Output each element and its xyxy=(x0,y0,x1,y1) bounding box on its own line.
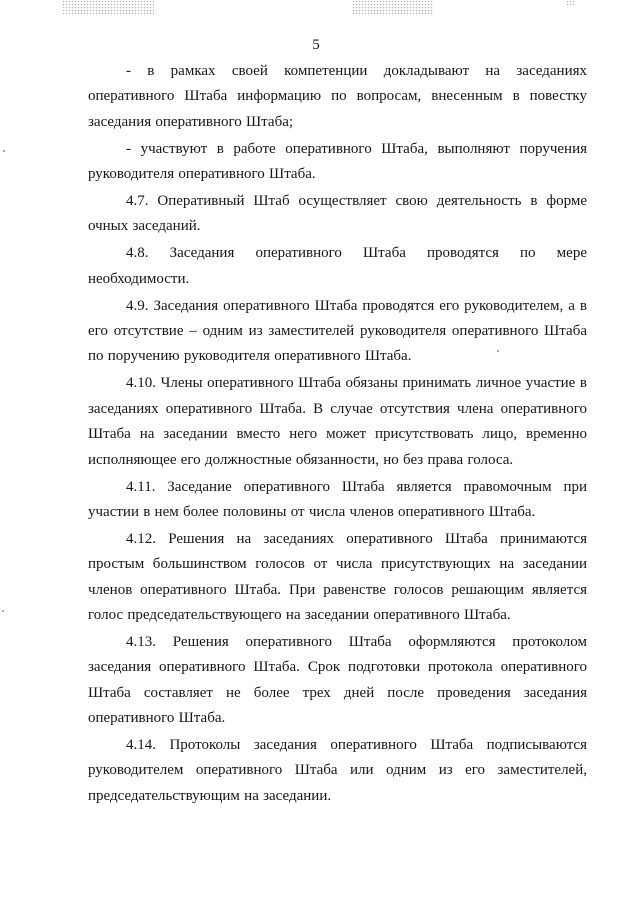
page-number: 5 xyxy=(312,37,320,53)
list-item-report: - в рамках своей компетенции докладывают на заседаниях оперативного Штаба информацию по вопросам, внесенным в повестку заседания оперативного Штаба; xyxy=(88,63,587,130)
scan-speck xyxy=(2,610,4,612)
clause-4-11: 4.11. Заседание оперативного Штаба является правомочным при участии в нем более половины от числа членов оперативного Штаба. xyxy=(88,478,587,520)
scan-artifact xyxy=(352,0,434,14)
clause-4-12: 4.12. Решения на заседаниях оперативного Штаба принимаются простым большинством голосов от числа присутствующих на заседании членов оперативного Штаба. При равенстве голосов решающим является голос председательствующего на заседании оперативного Штаба. xyxy=(88,530,587,624)
clause-4-8: 4.8. Заседания оперативного Штаба проводятся по мере необходимости. xyxy=(88,245,587,287)
scan-artifact xyxy=(62,0,154,14)
clause-4-14: 4.14. Протоколы заседания оперативного Штаба подписываются руководителем оперативного Штаба или одним из его заместителей, председательствующим на заседании. xyxy=(88,737,587,804)
clause-4-9: 4.9. Заседания оперативного Штаба проводятся его руководителем, а в его отсутствие – одним из заместителей руководителя оперативного Штаба по поручению руководителя оперативного Штаба. xyxy=(88,297,587,365)
clause-4-7: 4.7. Оперативный Штаб осуществляет свою деятельность в форме очных заседаний. xyxy=(88,193,587,235)
document-body xyxy=(88,59,587,811)
scan-artifact xyxy=(566,0,576,6)
scan-speck xyxy=(3,150,5,152)
list-item-participate: - участвуют в работе оперативного Штаба, выполняют поручения руководителя оперативного Штаба. xyxy=(88,140,587,183)
clause-4-13: 4.13. Решения оперативного Штаба оформляются протоколом заседания оперативного Штаба. Срок подготовки протокола оперативного Штаба составляет не более трех дней после проведения заседания оперативного Штаба. xyxy=(88,633,587,727)
clause-4-10: 4.10. Члены оперативного Штаба обязаны принимать личное участие в заседаниях оперативного Штаба. В случае отсутствия члена оперативного Штаба на заседании вместо него может присутствовать лицо, временно исполняющее его должностные обязанности, но без права голоса. xyxy=(88,375,587,468)
